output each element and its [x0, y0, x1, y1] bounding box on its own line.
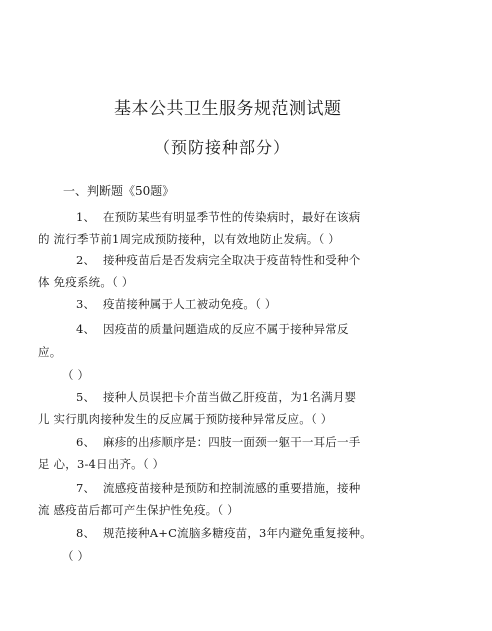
question-text: 疫苗接种属于人工被动免疫。（ ）	[103, 297, 277, 311]
question-text: 接种人员误把卡介苗当做乙肝疫苗，为1名满月婴	[103, 390, 357, 404]
question-number: 5、	[76, 390, 96, 404]
section-heading: 一、判断题《50题》	[63, 184, 175, 198]
question-number: 6、	[76, 435, 96, 449]
question-number: 2、	[76, 253, 96, 267]
question-text-continued: 流 感疫苗后都可产生保护性免疫。（ ）	[38, 503, 239, 517]
question-text-continued: 体 免疫系统。（ ）	[38, 275, 134, 289]
question-text: 在预防某些有明显季节性的传染病时，最好在该病	[103, 210, 361, 224]
question-text: 接种疫苗后是否发病完全取决于疫苗特性和受种个	[103, 253, 361, 267]
question-text: 流感疫苗接种是预防和控制流感的重要措施，接种	[103, 481, 361, 495]
question-text: 规范接种A+C流脑多糖疫苗，3年内避免重复接种。	[103, 526, 372, 540]
question-text: 因疫苗的质量问题造成的反应不属于接种异常反	[103, 322, 349, 336]
question-number: 7、	[76, 481, 96, 495]
answer-blank: （ ）	[62, 549, 90, 563]
question-number: 3、	[76, 297, 96, 311]
document-subtitle: （预防接种部分）	[154, 138, 291, 157]
question-number: 4、	[76, 322, 96, 336]
question-text-continued: 足 心，3-4日出齐。（ ）	[38, 457, 165, 471]
question-number: 1、	[76, 210, 96, 224]
question-text-continued: 应。	[38, 345, 62, 359]
answer-blank: （ ）	[62, 368, 90, 382]
question-text-continued: 的 流行季节前1周完成预防接种，以有效地防止发病。（ ）	[38, 232, 340, 246]
document-title: 基本公共卫生服务规范测试题	[114, 99, 342, 119]
question-text-continued: 儿 实行肌肉接种发生的反应属于预防接种异常反应。（ ）	[38, 412, 333, 426]
question-number: 8、	[76, 526, 96, 540]
question-text: 麻疹的出疹顺序是：四肢一面颈一躯干一耳后一手	[103, 435, 361, 449]
